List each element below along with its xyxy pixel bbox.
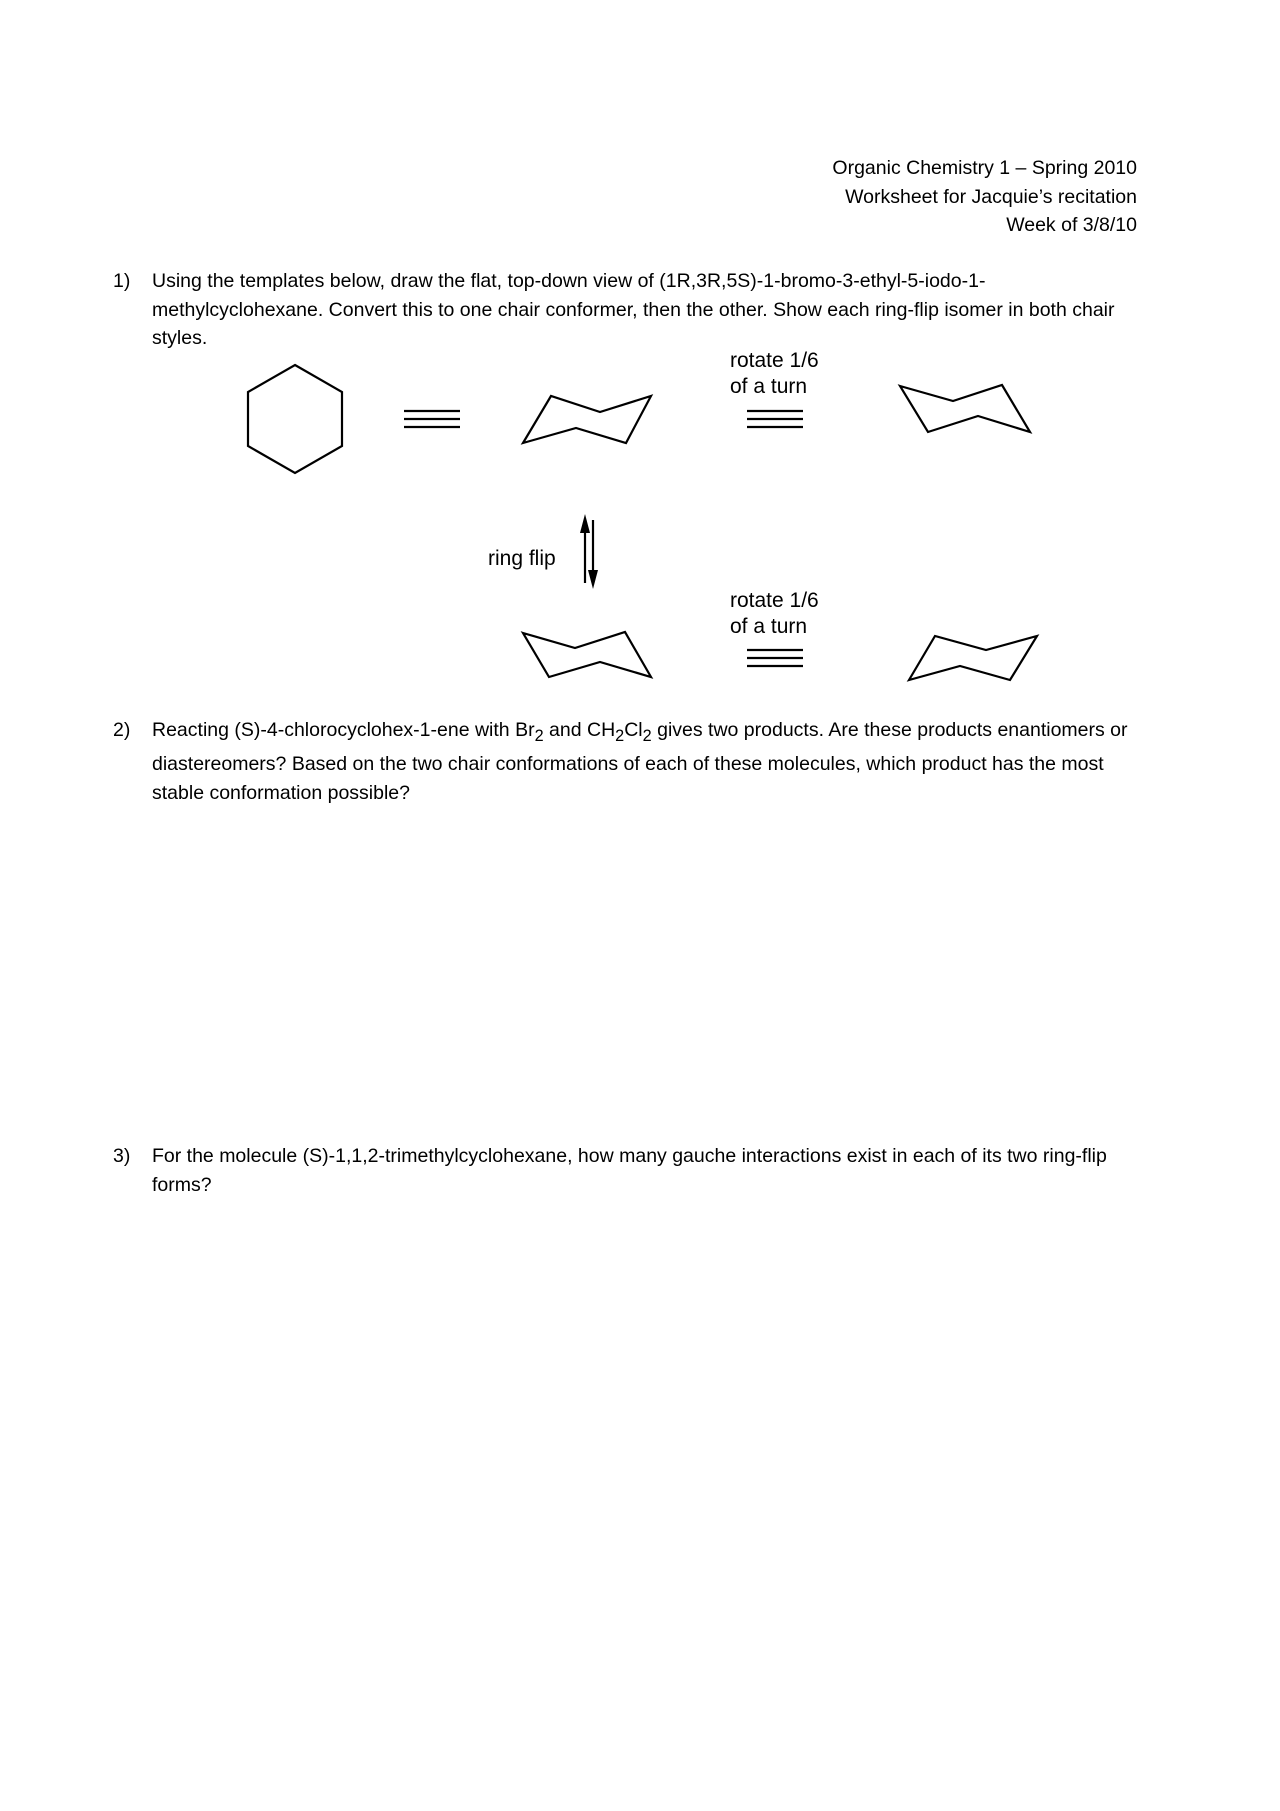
chair-template-top-left	[523, 396, 651, 443]
ring-flip-arrows-icon	[580, 514, 598, 589]
question-number: 3)	[113, 1145, 131, 1167]
week-label: Week of 3/8/10	[1006, 214, 1137, 236]
text-segment: gives two products. Are these products enantiomers or diastereomers? Based on the two chair conformations of each of these molecules, which product has the most stable conformation possible?	[152, 719, 1128, 804]
equivalence-sign	[747, 650, 803, 666]
chair-template-top-right	[900, 385, 1030, 432]
ring-flip-label: ring flip	[488, 547, 556, 570]
question-text: For the molecule (S)-1,1,2-trimethylcyclohexane, how many gauche interactions exist in each of its two ring-flip forms?	[152, 1145, 1107, 1196]
question-text: Using the templates below, draw the flat, top-down view of (1R,3R,5S)-1-bromo-3-ethyl-5-iodo-1-methylcyclohexane. Convert this to one chair conformer, then the other. Show each ring-flip isomer in both chair styles.	[152, 270, 1115, 349]
text-segment: and CH	[543, 719, 616, 741]
question-number: 1)	[113, 270, 131, 292]
rotate-label-top-line2: of a turn	[730, 375, 808, 398]
question-number: 2)	[113, 719, 131, 741]
chair-template-bottom-left	[523, 632, 651, 677]
subscript: 2	[642, 726, 652, 745]
rotate-label-top-line1: rotate 1/6	[730, 349, 819, 372]
equivalence-sign	[747, 411, 803, 427]
worksheet-title: Worksheet for Jacquie’s recitation	[845, 185, 1137, 208]
flat-hexagon	[248, 365, 342, 473]
rotate-label-bottom-line1: rotate 1/6	[730, 589, 819, 612]
equivalence-sign	[404, 411, 460, 427]
subscript: 2	[615, 726, 625, 745]
text-segment: Reacting (S)-4-chlorocyclohex-1-ene with Br	[152, 719, 535, 741]
text-segment: Cl	[624, 719, 643, 741]
rotate-label-bottom-line2: of a turn	[730, 615, 808, 638]
subscript: 2	[534, 726, 544, 745]
chair-template-bottom-right	[909, 636, 1037, 680]
course-title: Organic Chemistry 1 – Spring 2010	[832, 157, 1137, 179]
